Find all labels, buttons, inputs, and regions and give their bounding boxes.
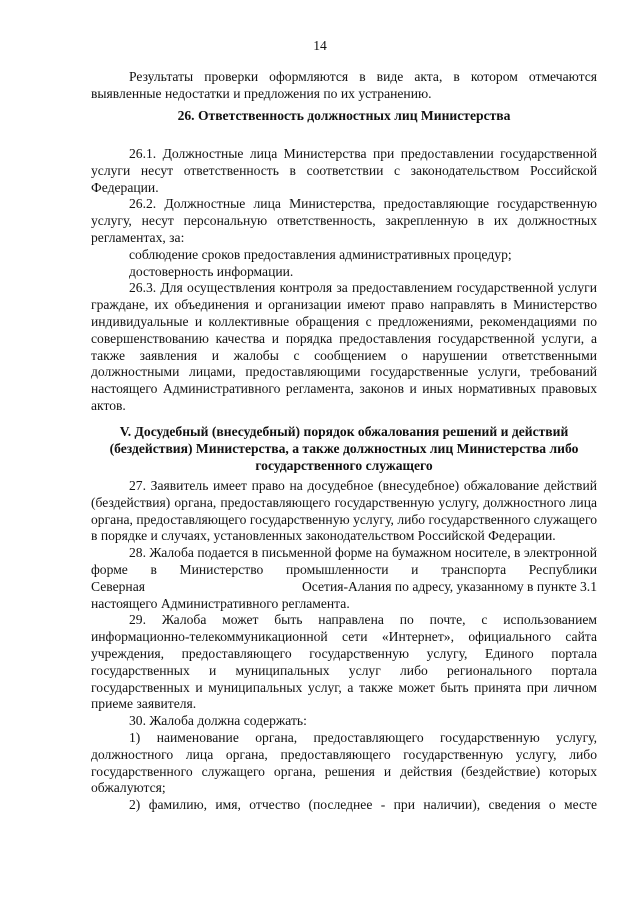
paragraph-28-gap-line xyxy=(91,579,597,596)
paragraph-28-end: настоящего Административного регламента. xyxy=(91,595,350,611)
section-26-heading: 26. Ответственность должностных лиц Министерства xyxy=(177,108,511,123)
paragraph-30-item-2: 2) фамилию, имя, отчество (последнее - при наличии), сведения о месте xyxy=(129,797,597,813)
paragraph-26-1: 26.1. Должностные лица Министерства при предоставлении государственной услуги несут ответственность в соответствии с законодательством Российской Федерации. xyxy=(91,146,597,195)
intro-paragraph: Результаты проверки оформляются в виде акта, в котором отмечаются выявленные недостатки и предложения по их устранению. xyxy=(91,69,597,101)
paragraph-28-right: Осетия-Алания по адресу, указанному в пункте 3.1 xyxy=(301,578,597,594)
section-5-heading-wrap xyxy=(91,424,597,474)
section-5-heading: V. Досудебный (внесудебный) порядок обжалования решений и действий (бездействия) Министерства, а также должностных лиц Министерства либо государственного служащего xyxy=(109,424,579,473)
section-26-heading-wrap xyxy=(91,108,597,125)
paragraph-30-item-1: 1) наименование органа, предоставляющего государственную услугу, должностного лица органа, предоставляющего государственную услугу, либо государственного служащего органа, решения и действия (бездействие) которых обжалуются; xyxy=(91,729,597,796)
page-number: 14 xyxy=(313,38,327,53)
section-26-body xyxy=(91,146,597,415)
intro-block xyxy=(91,69,597,103)
paragraph-26-3: 26.3. Для осуществления контроля за предоставлением государственной услуги граждане, их объединения и организации имеют право направлять в Министерство индивидуальные и коллективные обращения с предложениями, рекомендациями по совершенствованию качества и порядка предоставления государственной услуги, а также заявления и жалобы с сообщением о нарушении ответственными должностными лицами, предоставляющими государственные услуги, требований настоящего Административного регламента, законов и иных нормативных правовых актов. xyxy=(91,280,597,413)
paragraph-28-start: 28. Жалоба подается в письменной форме на бумажном носителе, в электронной форме в Министерство промышленности и транспорта Республики xyxy=(91,545,598,577)
paragraph-27: 27. Заявитель имеет право на досудебное (внесудебное) обжалование действий (бездействия) органа, предоставляющего государственную услугу, должностного лица органа, предоставляющего государственную услугу, либо государственного служащего в порядке и случаях, установленных законодательством Российской Федерации. xyxy=(91,478,597,544)
paragraph-26-2: 26.2. Должностные лица Министерства, предоставляющие государственную услугу, несут персональную ответственность, закрепленную в их должностных регламентах, за: xyxy=(91,196,597,245)
list-item-deadlines: соблюдение сроков предоставления административных процедур; xyxy=(129,246,512,262)
section-5-body xyxy=(91,478,597,814)
paragraph-29: 29. Жалоба может быть направлена по почте, с использованием информационно-телекоммуникационной сети «Интернет», официального сайта учреждения, предоставляющего государственную услугу, Единого портала государственных и муниципальных услуг либо регионального портала государственных и муниципальных услуг, а также может быть принята при личном приеме заявителя. xyxy=(91,612,597,712)
paragraph-28-left: Северная xyxy=(91,578,145,594)
list-item-reliability: достоверность информации. xyxy=(129,263,294,279)
paragraph-30: 30. Жалоба должна содержать: xyxy=(129,713,307,729)
